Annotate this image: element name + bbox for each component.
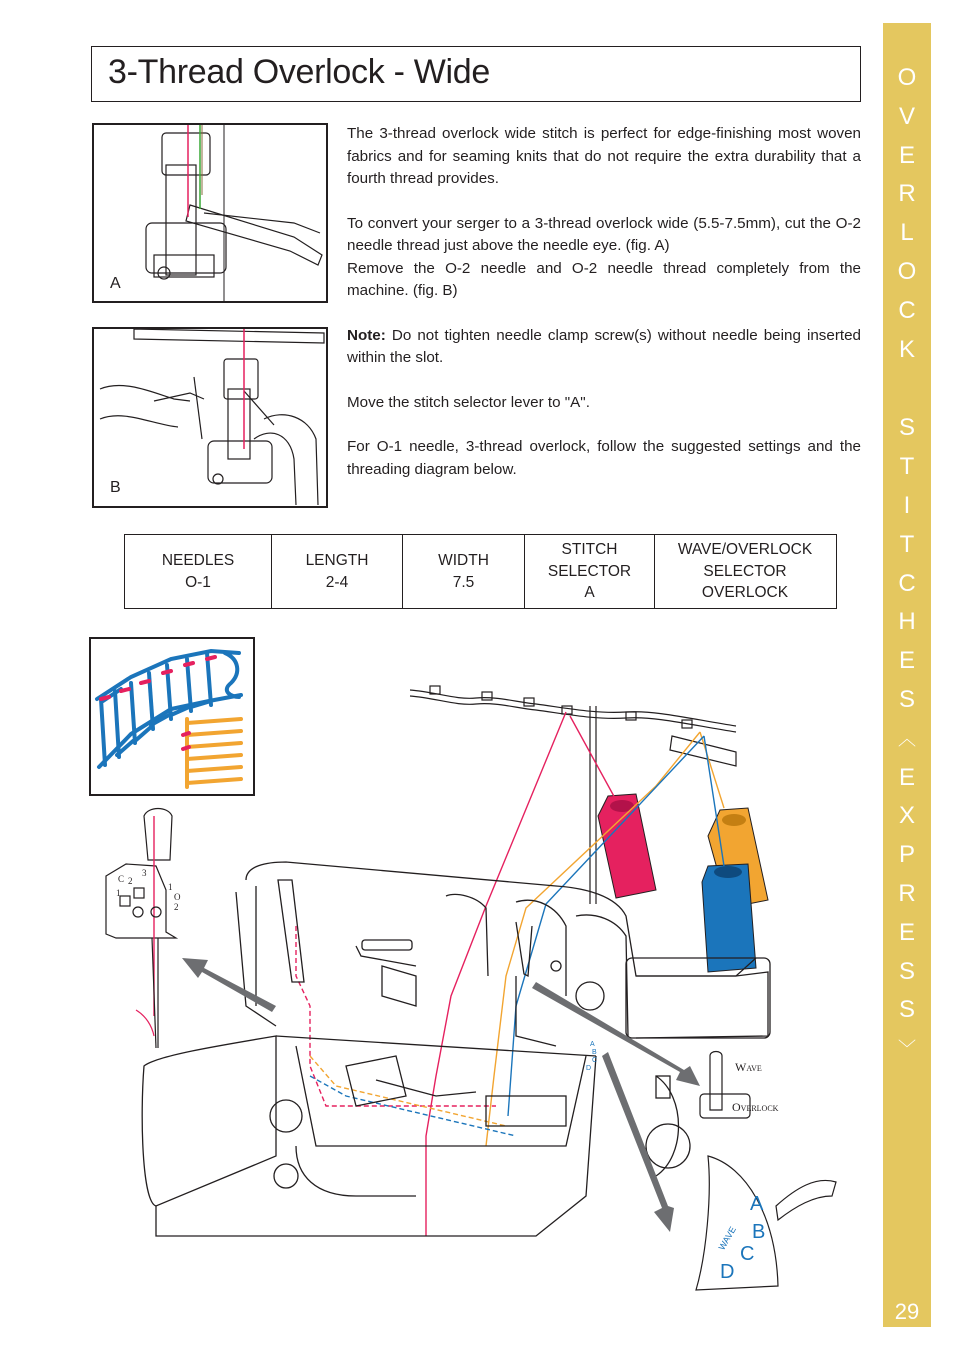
dial-letter-b: B	[752, 1221, 766, 1243]
machine-selector-c: C	[592, 1057, 598, 1064]
overlock-label: Overlock	[732, 1100, 779, 1114]
sidebar-letter: C	[898, 569, 916, 597]
figure-a-illustration	[94, 125, 326, 301]
stitch-selector-dial	[696, 1156, 836, 1290]
machine-selector-d: D	[586, 1065, 592, 1072]
sidebar-letter: T	[899, 453, 915, 481]
sidebar-letter: X	[898, 802, 915, 830]
dial-letter-c: C	[740, 1243, 755, 1265]
plate-label-o: O	[174, 892, 181, 902]
note-text: Do not tighten needle clamp screw(s) without needle being inserted within the slot.	[347, 326, 861, 366]
sidebar-letter: S	[898, 414, 915, 442]
machine-body	[142, 862, 770, 1236]
page-number: 29	[894, 1299, 920, 1324]
sidebar-letter: I	[903, 491, 911, 519]
sidebar-letter: H	[898, 608, 916, 636]
sidebar-letter: R	[898, 180, 916, 208]
plate-label-1-right: 1	[168, 882, 173, 892]
settings-needles-label: NEEDLES	[161, 552, 235, 569]
note-label: Note:	[347, 326, 386, 344]
sidebar-letter: S	[898, 996, 915, 1024]
thread-stand	[410, 686, 736, 904]
sidebar-letter: L	[900, 219, 914, 247]
machine-selector-b: B	[592, 1049, 597, 1056]
sidebar-letter: V	[898, 102, 915, 130]
settings-table	[124, 534, 837, 609]
plate-label-1-left: 1	[116, 888, 121, 898]
sidebar-letter: S	[898, 957, 915, 985]
settings-needles-value: O-1	[185, 573, 211, 591]
plate-label-c: C	[118, 874, 125, 884]
settings-width-value: 7.5	[452, 573, 475, 591]
step-remove-needle: Remove the O-2 needle and O-2 needle thread completely from the machine. (fig. B)	[347, 259, 861, 299]
step-selector-lever: Move the stitch selector lever to "A".	[347, 393, 590, 411]
figure-b-label: B	[110, 479, 121, 496]
figure-a	[92, 123, 328, 303]
wave-label: Wave	[735, 1060, 762, 1074]
needle-plate-detail	[106, 809, 176, 1049]
plate-label-3: 3	[142, 868, 147, 878]
sidebar-letter: T	[899, 530, 915, 558]
sidebar-letter: R	[898, 879, 916, 907]
sidebar-letter: P	[898, 841, 915, 869]
settings-cell-wave-overlock	[655, 535, 835, 608]
figure-b-illustration	[94, 329, 326, 506]
sidebar-letter: C	[898, 296, 916, 324]
settings-stitch-label-1: STITCH	[561, 541, 618, 559]
sidebar-chevron-down-icon: ﹀	[898, 1039, 916, 1060]
settings-wave-label-1: WAVE/OVERLOCK	[677, 541, 813, 559]
sidebar-letter: E	[898, 647, 915, 675]
title-box	[91, 46, 861, 102]
sidebar-letter: E	[898, 918, 915, 946]
step-settings: For O-1 needle, 3-thread overlock, follow the suggested settings and the threading diagram below.	[347, 438, 861, 478]
sidebar-letters	[883, 59, 931, 1069]
settings-cell-length	[272, 535, 403, 608]
settings-width-label: WIDTH	[438, 552, 489, 569]
settings-cell-stitch-selector	[525, 535, 655, 608]
sidebar-letter: O	[897, 257, 917, 285]
settings-length-label: LENGTH	[305, 552, 369, 569]
intro-paragraph: The 3-thread overlock wide stitch is perfect for edge-finishing most woven fabrics and for seaming knits that do not require the extra durability that a fourth thread provides.	[347, 125, 861, 187]
sidebar-letter: E	[898, 141, 915, 169]
figure-b	[92, 327, 328, 508]
dial-letter-d: D	[720, 1261, 735, 1283]
settings-stitch-value: A	[584, 584, 595, 602]
sidebar-chevron-up-icon: ︿	[898, 728, 916, 749]
settings-cell-width	[403, 535, 525, 608]
dial-letter-a: A	[750, 1193, 764, 1215]
sidebar-letter: E	[898, 763, 915, 791]
sidebar-letter: K	[898, 335, 915, 363]
machine-selector-a: A	[590, 1041, 595, 1048]
sidebar-letter: O	[897, 64, 917, 91]
section-sidebar	[883, 23, 931, 1327]
threading-diagram	[96, 676, 840, 1296]
settings-stitch-label-2: SELECTOR	[547, 562, 632, 580]
instructions	[347, 123, 861, 503]
page-title: 3-Thread Overlock - Wide	[108, 53, 491, 91]
settings-length-value: 2-4	[325, 573, 349, 591]
plate-label-2-right: 2	[174, 902, 179, 912]
settings-wave-value: OVERLOCK	[701, 584, 789, 602]
step-cut-thread: To convert your serger to a 3-thread overlock wide (5.5-7.5mm), cut the O-2 needle thread just above the needle eye. (fig. A)	[347, 214, 861, 254]
figure-a-label: A	[110, 275, 121, 292]
settings-cell-needles	[125, 535, 272, 608]
note-paragraph	[347, 325, 861, 370]
dial-wave-label: WAVE	[716, 1224, 738, 1252]
sidebar-letter: S	[898, 685, 915, 713]
thread-paths	[296, 712, 724, 1236]
plate-label-2: 2	[128, 876, 133, 886]
settings-wave-label-2: SELECTOR	[703, 562, 787, 580]
